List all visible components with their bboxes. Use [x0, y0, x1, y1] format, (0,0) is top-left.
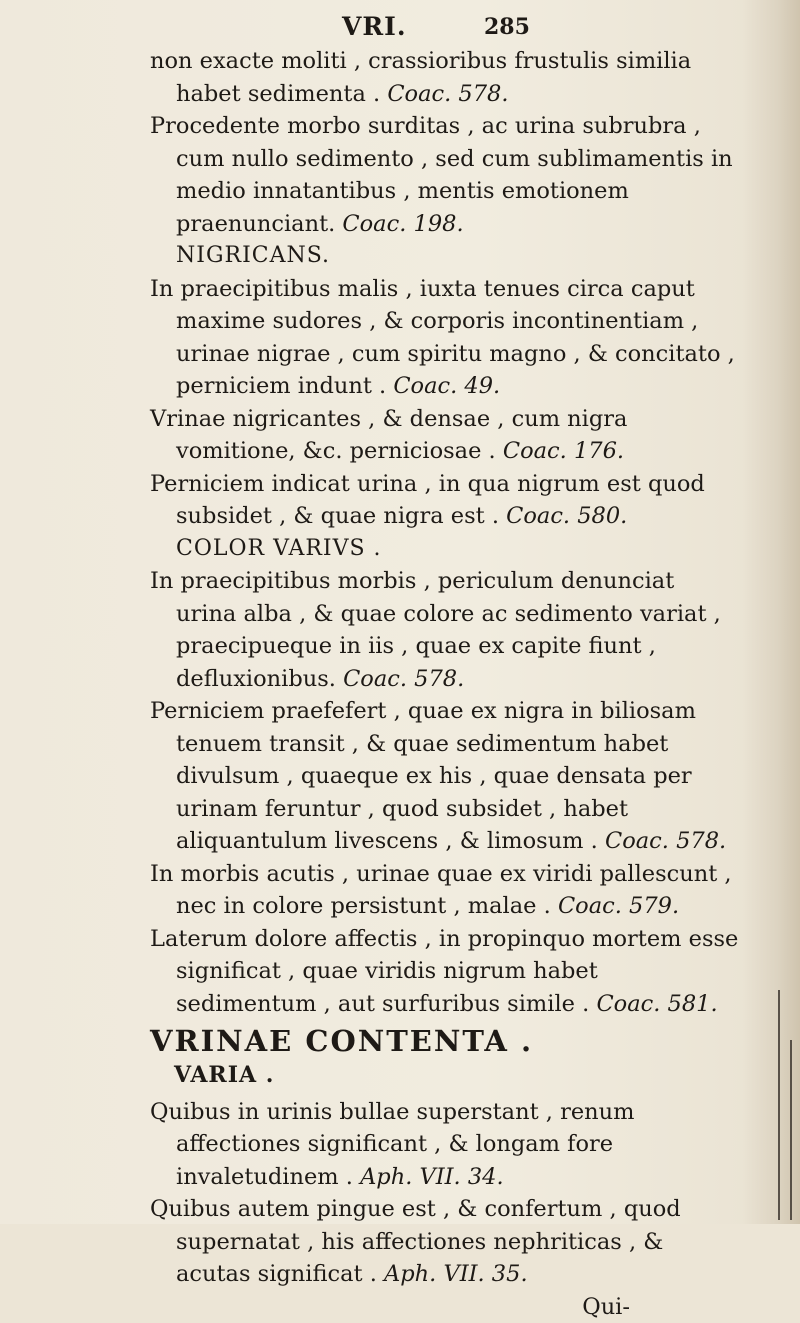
citation: Aph. VII. 34. [360, 1164, 504, 1190]
entry: Laterum dolore affectis , in propinquo mortem esse significat , quae viridis nigrum habet sedimentum , aut surfuribus simile . Coac. 581. [150, 923, 740, 1021]
entry: In morbis acutis , urinae quae ex viridi pallescunt , nec in colore persistunt , malae . Coac. 579. [150, 858, 740, 923]
entry: Perniciem praefefert , quae ex nigra in biliosam tenuem transit , & quae sedimentum habet divulsum , quaeque ex his , quae densata per urinam feruntur , quod subsidet , habet aliquantulum livescens , & limosum . Coac. 578. [150, 695, 740, 858]
citation: Aph. VII. 35. [384, 1261, 528, 1287]
text-block [150, 45, 740, 1323]
page-number: 285 [484, 14, 530, 40]
citation: Coac. 198. [342, 211, 463, 237]
citation: Coac. 578. [605, 828, 726, 854]
running-head [0, 12, 800, 42]
entry: Vrinae nigricantes , & densae , cum nigra vomitione, &c. perniciosae . Coac. 176. [150, 403, 740, 468]
section-heading: VARIA . [174, 1059, 740, 1092]
citation: Coac. 581. [596, 991, 717, 1017]
page-edge-line [790, 1040, 792, 1220]
entry: Procedente morbo surditas , ac urina subrubra , cum nullo sedimento , sed cum sublimamentis in medio innatantibus , mentis emotionem praenunciant. Coac. 198. [150, 110, 740, 240]
page-title: VRI. [342, 12, 407, 41]
section-heading: COLOR VARIVS . [150, 533, 740, 566]
citation: Coac. 580. [506, 503, 627, 529]
citation: Coac. 176. [503, 438, 624, 464]
section-heading: NIGRICANS. [150, 240, 740, 273]
chapter-heading: VRINAE CONTENTA . [150, 1023, 740, 1059]
entry: Perniciem indicat urina , in qua nigrum est quod subsidet , & quae nigra est . Coac. 580. [150, 468, 740, 533]
page-edge-line [778, 990, 780, 1220]
entry: In praecipitibus morbis , periculum denunciat urina alba , & quae colore ac sedimento variat , praecipueque in iis , quae ex capite fiunt , defluxionibus. Coac. 578. [150, 565, 740, 695]
entry: non exacte moliti , crassioribus frustulis similia habet sedimenta . Coac. 578. [150, 45, 740, 110]
entry: Quibus autem pingue est , & confertum , quod supernatat , his affectiones nephriticas , & acutas significat . Aph. VII. 35. [150, 1193, 740, 1291]
citation: Coac. 49. [393, 373, 500, 399]
citation: Coac. 579. [558, 893, 679, 919]
entry: In praecipitibus malis , iuxta tenues circa caput maxime sudores , & corporis incontinentiam , urinae nigrae , cum spiritu magno , & concitato , perniciem indunt . Coac. 49. [150, 273, 740, 403]
entry: Quibus in urinis bullae superstant , renum affectiones significant , & longam fore invaletudinem . Aph. VII. 34. [150, 1096, 740, 1194]
citation: Coac. 578. [387, 81, 508, 107]
catchword: Qui- [150, 1291, 740, 1323]
citation: Coac. 578. [343, 666, 464, 692]
